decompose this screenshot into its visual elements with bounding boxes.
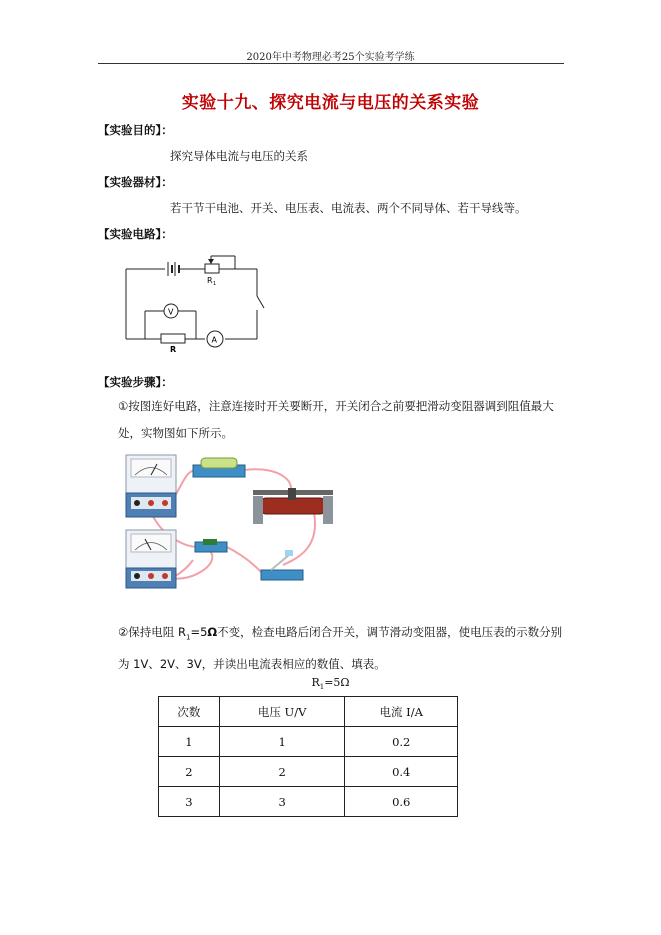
data-table bbox=[158, 696, 458, 817]
table-cell: 0.4 bbox=[345, 757, 458, 787]
battery-icon bbox=[168, 262, 179, 276]
circuit-diagram bbox=[120, 248, 270, 358]
voltmeter-device-icon bbox=[126, 455, 176, 517]
page-header: 2020年中考物理必考25个实验考学练 bbox=[246, 52, 415, 63]
table-header-cell: 电流 I/A bbox=[345, 697, 458, 727]
step2-text: ②保持电阻 $R_1=5\Omega$不变，检查电路后闭合开关，调节滑动变阻器，使电压表的示数分别为 1V、2V、3V，并读出电流表相应的数值、填表。 bbox=[118, 625, 563, 672]
table-cell: 3 bbox=[219, 787, 345, 817]
table-cell: 0.2 bbox=[345, 727, 458, 757]
purpose-text: 探究导体电流与电压的关系 bbox=[170, 149, 308, 163]
resistor-label: R bbox=[170, 345, 177, 354]
table-cell: 2 bbox=[219, 757, 345, 787]
table-caption: $R_1=5\Omega$ bbox=[311, 676, 350, 692]
ammeter-device-icon bbox=[126, 530, 176, 588]
resistor-icon bbox=[161, 334, 185, 343]
page-title: 实验十九、探究电流与电压的关系实验 bbox=[181, 93, 480, 113]
table-header-row bbox=[159, 697, 458, 727]
table-row bbox=[159, 757, 458, 787]
circuit-heading: 【实验电路】： bbox=[98, 227, 173, 241]
equipment-heading: 【实验器材】： bbox=[98, 175, 173, 189]
steps-heading: 【实验步骤】： bbox=[98, 375, 173, 389]
table-header-cell: 次数 bbox=[159, 697, 220, 727]
resistor-board-icon bbox=[195, 539, 227, 552]
table-row bbox=[159, 787, 458, 817]
table-cell: 1 bbox=[159, 727, 220, 757]
table-header-cell: 电压 U/V bbox=[219, 697, 345, 727]
ammeter-label: A bbox=[211, 335, 217, 345]
switch-device-icon bbox=[261, 550, 303, 580]
voltmeter-label: V bbox=[168, 307, 174, 317]
table-cell: 3 bbox=[159, 787, 220, 817]
apparatus-photo bbox=[123, 450, 338, 590]
table-row bbox=[159, 727, 458, 757]
rheostat-label: R bbox=[207, 276, 213, 285]
table-cell: 1 bbox=[219, 727, 345, 757]
step1-text: ①按图连好电路，注意连接时开关要断开，开关闭合之前要把滑动变阻器调到阻值最大处，实物图如下所示。 bbox=[118, 399, 554, 440]
table-cell: 0.6 bbox=[345, 787, 458, 817]
battery-holder-icon bbox=[193, 458, 245, 477]
equipment-text: 若干节干电池、开关、电压表、电流表、两个不同导体、若干导线等。 bbox=[170, 201, 527, 215]
purpose-heading: 【实验目的】： bbox=[98, 123, 173, 137]
rheostat-device-icon bbox=[253, 488, 333, 524]
table-cell: 2 bbox=[159, 757, 220, 787]
rheostat-icon bbox=[205, 259, 219, 273]
header-divider bbox=[98, 63, 564, 64]
rheostat-sub-label: 1 bbox=[213, 281, 217, 287]
